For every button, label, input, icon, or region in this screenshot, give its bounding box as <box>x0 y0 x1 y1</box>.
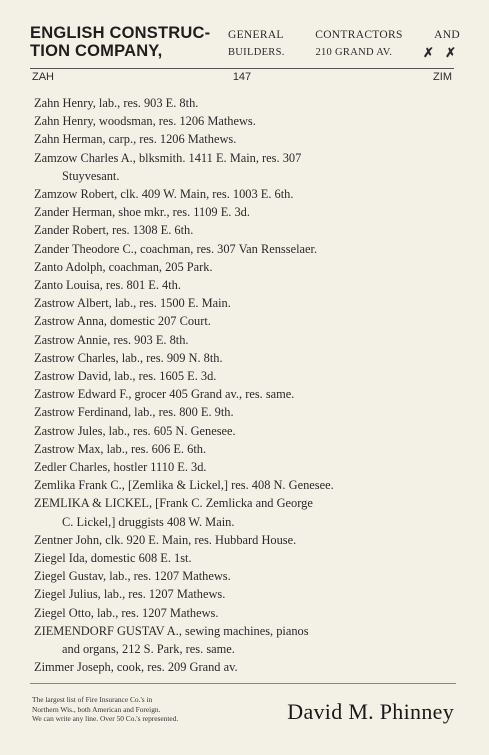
guide-word-left: ZAH <box>32 71 54 83</box>
entry-line: Ziegel Ida, domestic 608 E. 1st. <box>34 551 192 566</box>
directory-entry <box>30 312 456 330</box>
directory-entry <box>30 294 456 312</box>
entry-line: Zahn Henry, lab., res. 903 E. 8th. <box>34 96 199 110</box>
contractor-word-contractors: CONTRACTORS <box>315 29 403 41</box>
directory-entry <box>30 276 456 294</box>
entry-line: Zastrow Anna, domestic 207 Court. <box>34 314 211 329</box>
entry-line: Ziegel Gustav, lab., res. 1207 Mathews. <box>34 569 231 584</box>
entry-line: Zastrow Jules, lab., res. 605 N. Genesee. <box>34 423 236 438</box>
directory-entry <box>30 494 456 530</box>
entry-line: ZEMLIKA & LICKEL, [Frank C. Zemlicka and George <box>34 496 313 511</box>
contractor-line1 <box>228 26 460 44</box>
contractor-word-builders: BUILDERS. <box>228 47 285 58</box>
directory-entry <box>30 349 456 367</box>
insurance-notice-line1: The largest list of Fire Insurance Co.'s in <box>32 695 153 704</box>
entry-continuation-line: and organs, 212 S. Park, res. same. <box>62 642 235 657</box>
company-name <box>30 24 230 60</box>
directory-entry <box>30 94 456 112</box>
directory-entry <box>30 549 456 567</box>
insurance-notice-line2: Northern Wis., both American and Foreign. <box>32 704 161 714</box>
directory-entry <box>30 331 456 349</box>
company-name-line2: TION COMPANY, <box>30 42 163 60</box>
directory-entries <box>30 94 456 677</box>
contractor-word-general: GENERAL <box>228 29 284 41</box>
ornament-icon: ✗ ✗ <box>422 45 460 60</box>
insurance-notice <box>32 695 267 724</box>
agent-name: David M. Phinney <box>287 699 454 724</box>
directory-entry <box>30 567 456 585</box>
directory-entry <box>30 221 456 239</box>
directory-entry <box>30 149 456 185</box>
entry-line: Zanto Louisa, res. 801 E. 4th. <box>34 278 181 293</box>
entry-line: Zahn Herman, carp., res. 1206 Mathews. <box>34 132 237 147</box>
entry-line: Zamzow Charles A., blksmith. 1411 E. Main, res. 307 <box>34 150 302 165</box>
entry-line: Zander Robert, res. 1308 E. 6th. <box>34 223 194 238</box>
contractor-address: 210 GRAND AV. <box>315 47 393 58</box>
entry-continuation-line: C. Lickel,] druggists 408 W. Main. <box>62 514 235 529</box>
entry-line: Zastrow Ferdinand, lab., res. 800 E. 9th. <box>34 405 234 420</box>
directory-entry <box>30 658 456 676</box>
guide-word-right: ZIM <box>433 71 452 83</box>
entry-line: Zastrow David, lab., res. 1605 E. 3d. <box>34 369 217 384</box>
directory-entry <box>30 203 456 221</box>
directory-entry <box>30 476 456 494</box>
entry-line: Ziegel Julius, lab., res. 1207 Mathews. <box>34 587 226 602</box>
entry-line: Ziegel Otto, lab., res. 1207 Mathews. <box>34 605 219 620</box>
entry-line: Zastrow Edward F., grocer 405 Grand av., res. same. <box>34 387 295 402</box>
header-advertisement <box>30 24 460 64</box>
directory-entry <box>30 622 456 658</box>
directory-entry <box>30 403 456 421</box>
directory-entry <box>30 531 456 549</box>
contractor-description <box>228 26 460 62</box>
directory-entry <box>30 367 456 385</box>
directory-entry <box>30 604 456 622</box>
entry-line: Zastrow Max, lab., res. 606 E. 6th. <box>34 441 207 456</box>
contractor-word-and: AND <box>434 29 460 41</box>
entry-line: Zastrow Charles, lab., res. 909 N. 8th. <box>34 350 223 365</box>
entry-line: Zander Herman, shoe mkr., res. 1109 E. 3d. <box>34 205 250 220</box>
running-header <box>30 68 454 85</box>
directory-entry <box>30 185 456 203</box>
page-number: 147 <box>232 71 252 83</box>
entry-line: Zamzow Robert, clk. 409 W. Main, res. 1003 E. 6th. <box>34 187 294 202</box>
insurance-notice-line3: We can write any line. Over 50 Co.'s represented. <box>32 714 179 723</box>
directory-entry <box>30 258 456 276</box>
entry-line: Zastrow Annie, res. 903 E. 8th. <box>34 332 189 347</box>
entry-line: Zemlika Frank C., [Zemlika & Lickel,] res. 408 N. Genesee. <box>34 478 334 493</box>
entry-line: Zanto Adolph, coachman, 205 Park. <box>34 259 213 274</box>
directory-entry <box>30 458 456 476</box>
company-name-line1: ENGLISH CONSTRUC- <box>30 24 211 42</box>
entry-line: ZIEMENDORF GUSTAV A., sewing machines, pianos <box>34 623 309 638</box>
directory-entry <box>30 440 456 458</box>
entry-line: Zimmer Joseph, cook, res. 209 Grand av. <box>34 660 238 675</box>
entry-continuation-line: Stuyvesant. <box>62 168 120 183</box>
directory-entry <box>30 130 456 148</box>
directory-entry <box>30 240 456 258</box>
footer-divider <box>30 683 456 684</box>
entry-line: Zedler Charles, hostler 1110 E. 3d. <box>34 460 207 475</box>
entry-line: Zahn Henry, woodsman, res. 1206 Mathews. <box>34 114 256 129</box>
footer-advertisement <box>30 683 456 733</box>
directory-entry <box>30 112 456 130</box>
entry-line: Zastrow Albert, lab., res. 1500 E. Main. <box>34 296 231 311</box>
directory-entry <box>30 422 456 440</box>
entry-line: Zentner John, clk. 920 E. Main, res. Hubbard House. <box>34 532 297 547</box>
contractor-line2 <box>228 44 460 62</box>
directory-entry <box>30 385 456 403</box>
directory-entry <box>30 585 456 603</box>
entry-line: Zander Theodore C., coachman, res. 307 Van Rensselaer. <box>34 241 318 256</box>
